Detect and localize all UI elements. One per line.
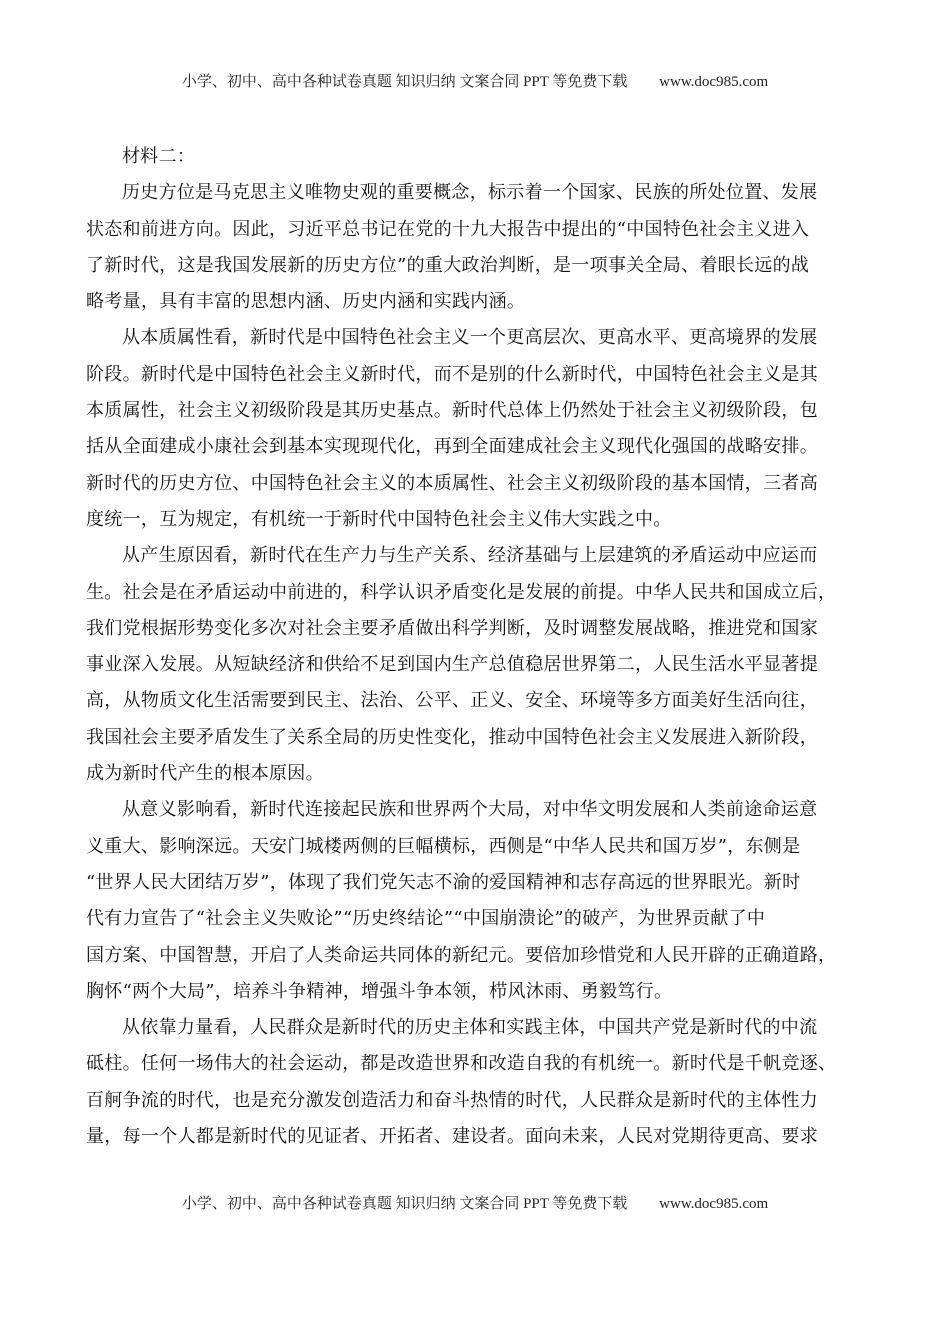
text-line: 砥柱。任何一场伟大的社会运动，都是改造世界和改造自我的有机统一。新时代是千帆竞逐、 bbox=[86, 1053, 837, 1075]
text-line: 国方案、中国智慧，开启了人类命运共同体的新纪元。要倍加珍惜党和人民开辟的正确道路， bbox=[86, 944, 837, 966]
text-line: 生。社会是在矛盾运动中前进的，科学认识矛盾变化是发展的前提。中华人民共和国成立后， bbox=[86, 581, 837, 603]
text-line: 阶段。新时代是中国特色社会主义新时代，而不是别的什么新时代，中国特色社会主义是其 bbox=[86, 363, 818, 385]
page-footer bbox=[0, 1192, 950, 1213]
text-line: “世界人民大团结万岁”，体现了我们党矢志不渝的爱国精神和志存高远的世界眼光。新时 bbox=[86, 871, 801, 893]
paragraph-3 bbox=[86, 538, 866, 792]
text-line: 代有力宣告了“社会主义失败论”“历史终结论”“中国崩溃论”的破产，为世界贡献了中 bbox=[86, 908, 766, 930]
text-line: 括从全面建成小康社会到基本实现现代化，再到全面建成社会主义现代化强国的战略安排。 bbox=[86, 436, 818, 458]
text-line: 历史方位是马克思主义唯物史观的重要概念，标示着一个国家、民族的所处位置、发展 bbox=[122, 182, 818, 204]
text-line: 本质属性，社会主义初级阶段是其历史基点。新时代总体上仍然处于社会主义初级阶段，包 bbox=[86, 400, 818, 422]
text-line: 从本质属性看，新时代是中国特色社会主义一个更高层次、更高水平、更高境界的发展 bbox=[122, 327, 818, 349]
text-line: 略考量，具有丰富的思想内涵、历史内涵和实践内涵。 bbox=[86, 291, 526, 313]
footer-text: 小学、初中、高中各种试卷真题 知识归纳 文案合同 PPT 等免费下载 bbox=[181, 1196, 628, 1212]
text-line: 从意义影响看，新时代连接起民族和世界两个大局，对中华文明发展和人类前途命运意 bbox=[122, 799, 818, 821]
text-line: 高，从物质文化生活需要到民主、法治、公平、正义、安全、环境等多方面美好生活向往， bbox=[86, 690, 818, 712]
paragraph-5 bbox=[86, 1010, 866, 1155]
text-line: 义重大、影响深远。天安门城楼两侧的巨幅横标，西侧是“中华人民共和国万岁”，东侧是 bbox=[86, 835, 801, 857]
text-line: 了新时代，这是我国发展新的历史方位”的重大政治判断，是一项事关全局、着眼长远的战 bbox=[86, 254, 810, 276]
header-text: 小学、初中、高中各种试卷真题 知识归纳 文案合同 PPT 等免费下载 bbox=[181, 74, 628, 90]
page-header bbox=[0, 70, 950, 91]
text-line: 度统一，互为规定，有机统一于新时代中国特色社会主义伟大实践之中。 bbox=[86, 508, 672, 530]
document-body bbox=[86, 139, 866, 1155]
text-line: 成为新时代产生的根本原因。 bbox=[86, 763, 324, 785]
text-line: 我国社会主要矛盾发生了关系全局的历史性变化，推动中国特色社会主义发展进入新阶段， bbox=[86, 726, 818, 748]
header-url[interactable]: www.doc985.com bbox=[659, 74, 769, 90]
text-line: 百舸争流的时代，也是充分激发创造活力和奋斗热情的时代，人民群众是新时代的主体性力 bbox=[86, 1089, 818, 1111]
section-title: 材料二： bbox=[122, 146, 196, 167]
paragraph-4 bbox=[86, 792, 866, 1010]
text-line: 量，每一个人都是新时代的见证者、开拓者、建设者。面向未来，人民对党期待更高、要求 bbox=[86, 1126, 818, 1148]
text-line: 从依靠力量看，人民群众是新时代的历史主体和实践主体，中国共产党是新时代的中流 bbox=[122, 1017, 818, 1039]
text-line: 从产生原因看，新时代在生产力与生产关系、经济基础与上层建筑的矛盾运动中应运而 bbox=[122, 545, 818, 567]
text-line: 胸怀“两个大局”，培养斗争精神，增强斗争本领，栉风沐雨、勇毅笃行。 bbox=[86, 980, 673, 1002]
text-line: 新时代的历史方位、中国特色社会主义的本质属性、社会主义初级阶段的基本国情，三者高 bbox=[86, 472, 818, 494]
text-line: 事业深入发展。从短缺经济和供给不足到国内生产总值稳居世界第二，人民生活水平显著提 bbox=[86, 654, 818, 676]
footer-url[interactable]: www.doc985.com bbox=[659, 1196, 769, 1212]
paragraph-2 bbox=[86, 320, 866, 538]
paragraph-1 bbox=[86, 175, 866, 320]
text-line: 我们党根据形势变化多次对社会主要矛盾做出科学判断，及时调整发展战略，推进党和国家 bbox=[86, 617, 818, 639]
text-line: 状态和前进方向。因此，习近平总书记在党的十九大报告中提出的“中国特色社会主义进入 bbox=[86, 218, 810, 240]
